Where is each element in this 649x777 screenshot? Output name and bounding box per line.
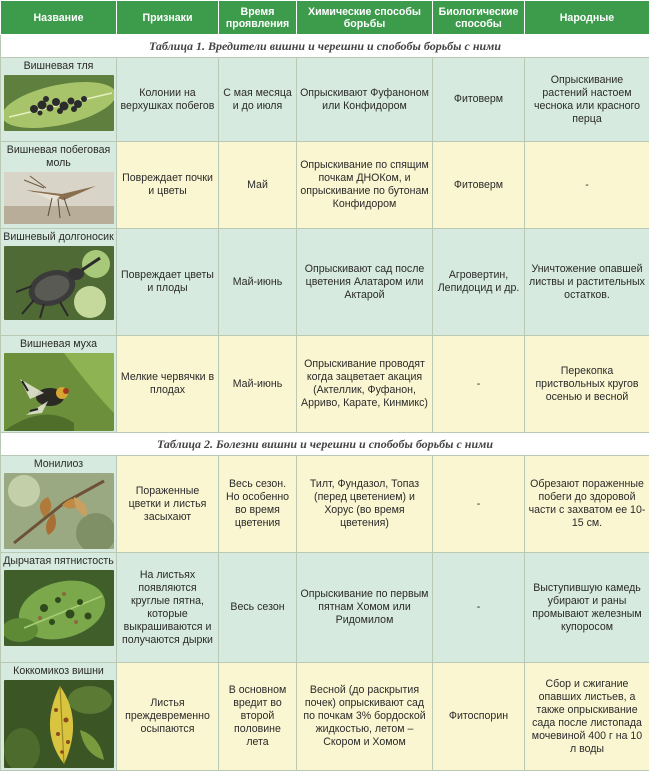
- pest-name-cell: [1, 336, 117, 433]
- header-name: Название: [1, 1, 117, 35]
- cherry-fly-photo: [4, 353, 114, 431]
- shot-hole-photo: [4, 570, 114, 646]
- pest-name: Вишневая тля: [23, 60, 94, 72]
- disease-time: Весь сезон: [219, 553, 297, 663]
- coccomycosis-photo: [4, 680, 114, 768]
- disease-folk: Выступившую камедь убирают и раны промывают железным купоросом: [525, 553, 649, 663]
- table-row: [1, 58, 649, 142]
- pest-chemical: Опрыскивают Фуфаноном или Конфидором: [297, 58, 433, 142]
- pest-chemical: Опрыскивание проводят когда зацветает акация (Актеллик, Фуфанон, Арриво, Карате, Кинмикс): [297, 336, 433, 433]
- pest-chemical: Опрыскивание по спящим почкам ДНОКом, и опрыскивание по бутонам Конфидором: [297, 142, 433, 229]
- pest-folk: Уничтожение опавшей листвы и растительных остатков.: [525, 229, 649, 336]
- pest-name-cell: [1, 229, 117, 336]
- pest-name-cell: [1, 142, 117, 229]
- disease-name: Дырчатая пятнистость: [3, 555, 114, 567]
- pest-chemical: Опрыскивают сад после цветения Алатаром или Актарой: [297, 229, 433, 336]
- table-row: [1, 553, 649, 663]
- disease-chemical: Тилт, Фундазол, Топаз (перед цветением) и Хорус (во время цветения): [297, 456, 433, 553]
- table1-caption-row: [1, 35, 649, 58]
- disease-time: Весь сезон. Но особенно во время цветения: [219, 456, 297, 553]
- table-row: [1, 336, 649, 433]
- header-folk: Народные: [525, 1, 649, 35]
- table-row: [1, 142, 649, 229]
- header-biological: Биологические способы: [433, 1, 525, 35]
- pest-biological: Агровертин, Лепидоцид и др.: [433, 229, 525, 336]
- pest-name: Вишневый долгоносик: [3, 231, 114, 243]
- moth-photo: [4, 172, 114, 224]
- pest-signs: Мелкие червячки в плодах: [117, 336, 219, 433]
- pest-time: Май-июнь: [219, 229, 297, 336]
- disease-biological: -: [433, 456, 525, 553]
- table2-caption-row: [1, 433, 649, 456]
- disease-name-cell: [1, 456, 117, 553]
- pest-signs: Повреждает цветы и плоды: [117, 229, 219, 336]
- pest-time: Май-июнь: [219, 336, 297, 433]
- disease-biological: Фитоспорин: [433, 663, 525, 771]
- pest-folk: Опрыскивание растений настоем чеснока или красного перца: [525, 58, 649, 142]
- header-signs: Признаки: [117, 1, 219, 35]
- pest-time: С мая месяца и до июля: [219, 58, 297, 142]
- header-time: Время проявления: [219, 1, 297, 35]
- table-row: [1, 456, 649, 553]
- pest-folk: -: [525, 142, 649, 229]
- disease-biological: -: [433, 553, 525, 663]
- aphid-photo: [4, 75, 114, 131]
- pest-time: Май: [219, 142, 297, 229]
- disease-folk: Обрезают пораженные побеги до здоровой части с захватом ее 10-15 см.: [525, 456, 649, 553]
- table1-caption: Таблица 1. Вредители вишни и черешни и спобобы борьбы с ними: [1, 35, 649, 58]
- pest-biological: Фитоверм: [433, 142, 525, 229]
- moniliosis-photo: [4, 473, 114, 549]
- pest-signs: Колонии на верхушках побегов: [117, 58, 219, 142]
- header-chemical: Химические способы борьбы: [297, 1, 433, 35]
- pest-signs: Повреждает почки и цветы: [117, 142, 219, 229]
- disease-folk: Сбор и сжигание опавших листьев, а также опрыскивание сада после листопада мочевиной 400 г на 10 л воды: [525, 663, 649, 771]
- header-row: [1, 1, 649, 35]
- disease-chemical: Опрыскивание по первым пятнам Хомом или Ридомилом: [297, 553, 433, 663]
- pest-name: Вишневая побеговая моль: [6, 144, 111, 169]
- disease-time: В основном вредит во второй половине лета: [219, 663, 297, 771]
- pest-biological: -: [433, 336, 525, 433]
- disease-name-cell: [1, 553, 117, 663]
- disease-signs: Пораженные цветки и листья засыхают: [117, 456, 219, 553]
- table-row: [1, 229, 649, 336]
- table2-caption: Таблица 2. Болезни вишни и черешни и спобобы борьбы с ними: [1, 433, 649, 456]
- disease-chemical: Весной (до раскрытия почек) опрыскивают сад по почкам 3% бордоской жидкостью, летом – Скором и Хомом: [297, 663, 433, 771]
- disease-signs: На листьях появляются круглые пятна, которые выкрашиваются и получаются дырки: [117, 553, 219, 663]
- disease-name-cell: [1, 663, 117, 771]
- weevil-photo: [4, 246, 114, 320]
- pest-biological: Фитоверм: [433, 58, 525, 142]
- disease-signs: Листья преждевременно осыпаются: [117, 663, 219, 771]
- disease-name: Коккомикоз вишни: [13, 665, 104, 677]
- pest-folk: Перекопка приствольных кругов осенью и весной: [525, 336, 649, 433]
- table-row: [1, 663, 649, 771]
- pest-name: Вишневая муха: [19, 338, 98, 350]
- disease-name: Монилиоз: [33, 458, 84, 470]
- pest-name-cell: [1, 58, 117, 142]
